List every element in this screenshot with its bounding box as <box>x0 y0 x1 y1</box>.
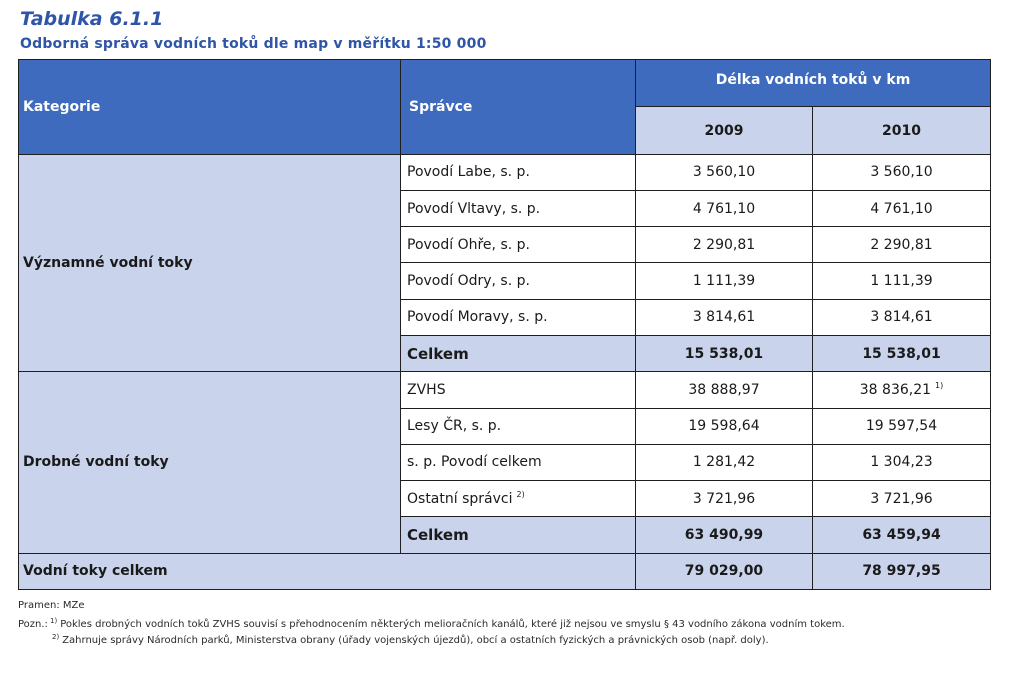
value-2009-cell: 3 721,96 <box>636 481 813 517</box>
footnote-2 <box>52 633 769 646</box>
value-2010-cell: 3 560,10 <box>813 154 991 190</box>
spravce-cell: ZVHS <box>401 372 636 408</box>
footnote-mark: 1) <box>935 381 944 391</box>
grand-total-label: Vodní toky celkem <box>19 553 636 589</box>
value-2010-cell: 1 304,23 <box>813 444 991 480</box>
spravce-text: Ostatní správci <box>407 491 513 508</box>
header-year-2009: 2009 <box>636 107 813 154</box>
value-2010-cell: 19 597,54 <box>813 408 991 444</box>
header-kategorie: Kategorie <box>19 60 401 155</box>
spravce-cell: s. p. Povodí celkem <box>401 444 636 480</box>
grand-total-row <box>19 553 991 589</box>
value-2010-cell: 4 761,10 <box>813 190 991 226</box>
footnote-mark: 2) <box>516 490 525 500</box>
spravce-cell <box>401 481 636 517</box>
source-note: Pramen: MZe <box>18 600 85 611</box>
subtotal-label: Celkem <box>401 517 636 553</box>
value-2009-cell: 19 598,64 <box>636 408 813 444</box>
subtotal-2010: 15 538,01 <box>813 336 991 372</box>
subtotal-2009: 15 538,01 <box>636 336 813 372</box>
value-2009-cell: 3 814,61 <box>636 299 813 335</box>
value-2010-cell: 3 721,96 <box>813 481 991 517</box>
spravce-cell: Povodí Moravy, s. p. <box>401 299 636 335</box>
subtotal-label: Celkem <box>401 336 636 372</box>
value-2009-cell: 1 281,42 <box>636 444 813 480</box>
value-2009-cell: 38 888,97 <box>636 372 813 408</box>
table-subtitle: Odborná správa vodních toků dle map v měřítku 1:50 000 <box>20 36 487 52</box>
table-title: Tabulka 6.1.1 <box>20 8 164 30</box>
grand-total-2010: 78 997,95 <box>813 553 991 589</box>
category-vyznamne: Významné vodní toky <box>19 154 401 372</box>
value-2010-text: 38 836,21 <box>859 382 932 399</box>
category-drobne: Drobné vodní toky <box>19 372 401 553</box>
subtotal-2010: 63 459,94 <box>813 517 991 553</box>
header-delka: Délka vodních toků v km <box>636 60 991 107</box>
value-2009-cell: 1 111,39 <box>636 263 813 299</box>
spravce-cell: Povodí Labe, s. p. <box>401 154 636 190</box>
value-2010-cell: 1 111,39 <box>813 263 991 299</box>
footnote-1 <box>18 617 845 630</box>
footnote-2-mark: 2) <box>52 633 60 641</box>
header-year-2010: 2010 <box>813 107 991 154</box>
value-2009-cell: 2 290,81 <box>636 227 813 263</box>
subtotal-2009: 63 490,99 <box>636 517 813 553</box>
table-row <box>19 372 991 408</box>
footnote-2-text: Zahrnuje správy Národních parků, Ministerstva obrany (úřady vojenských újezdů), obcí a ostatních fyzických a právnických osob (např. doly). <box>62 635 769 646</box>
header-spravce: Správce <box>401 60 636 155</box>
value-2009-cell: 3 560,10 <box>636 154 813 190</box>
footnote-1-text: Pokles drobných vodních toků ZVHS souvisí s přehodnocením některých melioračních kanálů, které již nejsou ve smyslu § 43 vodního zákona vodním tokem. <box>60 619 845 630</box>
spravce-cell: Lesy ČR, s. p. <box>401 408 636 444</box>
value-2010-cell: 2 290,81 <box>813 227 991 263</box>
spravce-cell: Povodí Odry, s. p. <box>401 263 636 299</box>
spravce-cell: Povodí Vltavy, s. p. <box>401 190 636 226</box>
water-courses-table <box>18 59 991 590</box>
note-label: Pozn.: <box>18 619 48 630</box>
table-row <box>19 154 991 190</box>
value-2009-cell: 4 761,10 <box>636 190 813 226</box>
value-2010-cell <box>813 372 991 408</box>
value-2010-cell: 3 814,61 <box>813 299 991 335</box>
footnote-1-mark: 1) <box>50 617 58 625</box>
grand-total-2009: 79 029,00 <box>636 553 813 589</box>
spravce-cell: Povodí Ohře, s. p. <box>401 227 636 263</box>
